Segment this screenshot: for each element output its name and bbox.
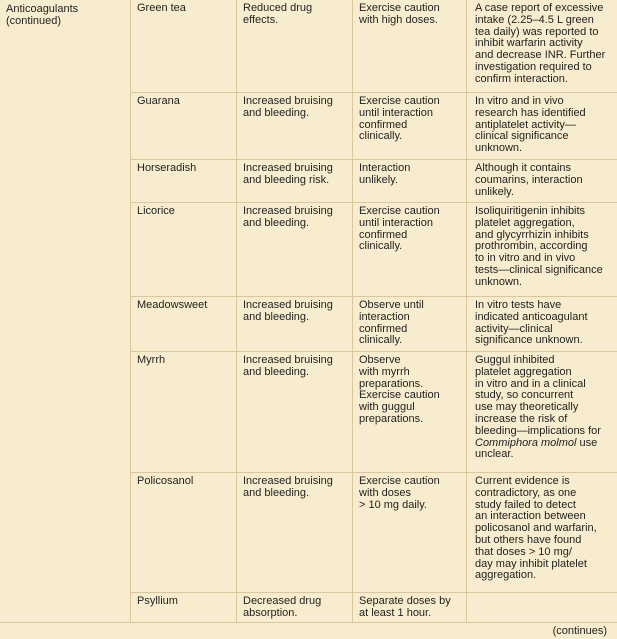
drug-class-column — [0, 0, 131, 622]
comment-cell: Isoliquiritigenin inhibits platelet aggregation, and glycyrrhizin inhibits prothrombin, according to in vitro and in vivo tests—clinical significance unknown. — [475, 205, 603, 288]
effect-cell: Reduced drug effects. — [237, 0, 353, 92]
action-cell: Separate doses by at least 1 hour. — [353, 593, 467, 622]
effect-cell: Increased bruising and bleeding. — [237, 473, 353, 592]
herb-cell: Myrrh — [131, 352, 237, 472]
table-row — [131, 160, 617, 203]
effect-cell: Decreased drug absorption. — [237, 593, 353, 622]
comment-cell: Current evidence is contradictory, as one study failed to detect an interaction between policosanol and warfarin, but others have found that doses > 10 mg/ day may inhibit platelet aggregation. — [475, 475, 597, 582]
herb-cell: Policosanol — [131, 473, 237, 592]
comment-cell: In vitro tests have indicated anticoagulant activity—clinical significance unknown. — [475, 299, 588, 347]
table-row — [131, 593, 617, 622]
action-cell: Exercise caution until interaction confirmed clinically. — [353, 93, 467, 159]
herb-cell: Guarana — [131, 93, 237, 159]
table-row — [131, 297, 617, 352]
species-name: Commiphora molmol — [475, 436, 577, 449]
herb-cell: Horseradish — [131, 160, 237, 202]
table-row — [131, 93, 617, 160]
effect-cell: Increased bruising and bleeding. — [237, 297, 353, 351]
action-cell: Observe until interaction confirmed clinically. — [353, 297, 467, 351]
table-row — [131, 352, 617, 473]
table-row — [131, 203, 617, 297]
drug-class-label: Anticoagulants (continued) — [6, 3, 79, 27]
effect-cell: Increased bruising and bleeding. — [237, 93, 353, 159]
herb-cell: Green tea — [131, 0, 237, 92]
table-row — [131, 473, 617, 593]
action-cell: Exercise caution until interaction confirmed clinically. — [353, 203, 467, 296]
continues-label: (continues) — [552, 625, 607, 637]
herb-cell: Psyllium — [131, 593, 237, 622]
action-cell: Exercise caution with high doses. — [353, 0, 467, 92]
effect-cell: Increased bruising and bleeding. — [237, 352, 353, 472]
table-row — [131, 0, 617, 93]
action-cell: Interaction unlikely. — [353, 160, 467, 202]
effect-cell: Increased bruising and bleeding. — [237, 203, 353, 296]
comment-cell — [467, 593, 617, 622]
action-cell: Observe with myrrh preparations. Exercise caution with guggul preparations. — [353, 352, 467, 472]
comment-cell: Guggul inhibited platelet aggregation in vitro and in a clinical study, so concurrent use may theoretically increase the risk of bleeding—implications for Commiphora molmol use unclear. — [475, 354, 601, 461]
herb-cell: Licorice — [131, 203, 237, 296]
effect-cell: Increased bruising and bleeding risk. — [237, 160, 353, 202]
comment-cell: Although it contains coumarins, interaction unlikely. — [475, 162, 583, 198]
comment-cell: In vitro and in vivo research has identified antiplatelet activity— clinical significance unknown. — [475, 95, 586, 155]
action-cell: Exercise caution with doses > 10 mg daily. — [353, 473, 467, 592]
comment-cell: A case report of excessive intake (2.25–4.5 L green tea daily) was reported to inhibit warfarin activity and decrease INR. Further investigation required to confirm interaction. — [475, 2, 606, 85]
herb-cell: Meadowsweet — [131, 297, 237, 351]
